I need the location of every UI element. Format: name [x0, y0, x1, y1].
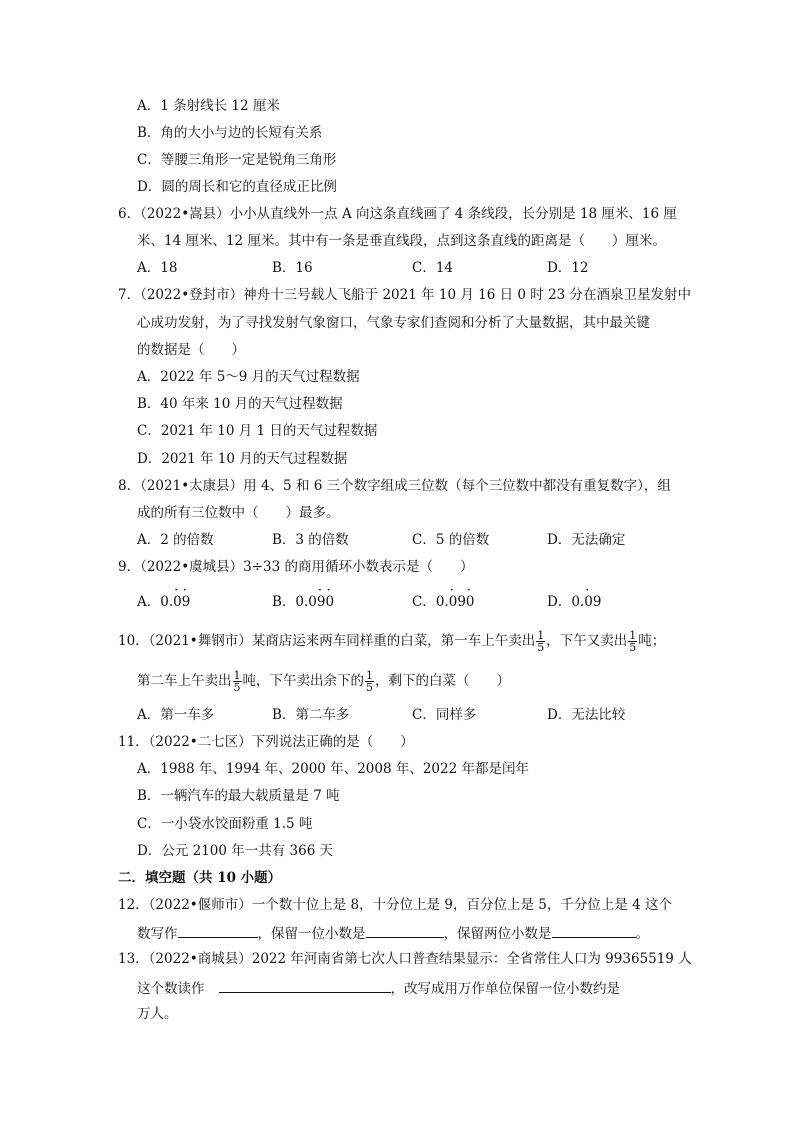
- q10-stem-line2: [137, 670, 510, 693]
- q10-option-c: C．同样多: [412, 707, 477, 723]
- q9-d-suffix: 9: [592, 594, 602, 610]
- fraction-denominator: 5: [537, 641, 545, 654]
- q12-stem-line1: 12．（2022•偃师市）一个数十位上是 8，十分位上是 9，百分位上是 5，千分位上是 4 这个: [118, 897, 673, 913]
- q9-b-repeat-start: · 9: [317, 593, 326, 611]
- q5-option-d: D．圆的周长和它的直径成正比例: [137, 179, 337, 195]
- section-heading-fill-in: 二．填空题（共 10 小题）: [118, 870, 282, 886]
- q6-option-a: A．18: [137, 260, 178, 276]
- fraction-one-fifth: [628, 630, 637, 653]
- q7-option-a: A．2022 年 5～9 月的天气过程数据: [137, 369, 360, 385]
- q9-b-prefix: B．0.0: [272, 594, 317, 610]
- q8-option-c: C．5 的倍数: [412, 532, 490, 548]
- q5-option-c: C．等腰三角形一定是锐角三角形: [137, 152, 337, 168]
- q9-d-repeat-digit: · 0: [584, 593, 593, 611]
- q8-option-d: D．无法确定: [547, 532, 626, 548]
- q6-stem-line1: 6．（2022•嵩县）小小从直线外一点 A 向这条直线画了 4 条线段，长分别是 18 厘米、16 厘: [118, 206, 677, 222]
- q9-a-repeat-start: · 0: [173, 593, 182, 611]
- q7-stem-line2: 心成功发射，为了寻找发射气象窗口，气象专家们查阅和分析了大量数据，其中最关键: [137, 315, 650, 331]
- q12-label-one-decimal: ，保留一位小数是: [257, 926, 366, 942]
- fraction-one-fifth: [365, 670, 374, 693]
- fraction-one-fifth: [233, 670, 242, 693]
- q10-line1-part3: 吨；: [638, 633, 666, 649]
- q11-stem: 11．（2022•二七区）下列说法正确的是（ ）: [118, 734, 414, 750]
- q8-stem-line1: 8．（2021•太康县）用 4、5 和 6 三个数字组成三位数（每个三位数中都没有重复数字），组: [118, 478, 671, 494]
- fraction-denominator: 5: [233, 681, 241, 694]
- fraction-one-fifth: [536, 630, 545, 653]
- q13-stem-line2: [137, 978, 620, 998]
- q12-stem-line2: [137, 923, 649, 943]
- q10-line1-part2: ，下午又卖出: [546, 633, 628, 649]
- q10-option-b: B．第二车多: [272, 707, 350, 723]
- q13-stem-line1: 13．（2022•商城县）2022 年河南省第七次人口普查结果显示：全省常住人口为 99365519 人: [118, 951, 692, 967]
- q11-option-c: C．一小袋水饺面粉重 1.5 吨: [137, 816, 313, 832]
- fraction-numerator: 1: [537, 629, 545, 642]
- q10-stem-line1: [118, 630, 665, 653]
- q10-line1-part1: 10．（2021•舞钢市）某商店运来两车同样重的白菜，第一车上午卖出: [118, 633, 536, 649]
- q9-stem: 9．（2022•虞城县）3÷33 的商用循环小数表示是（ ）: [118, 559, 474, 575]
- q11-option-a: A．1988 年、1994 年、2000 年、2008 年、2022 年都是闰年: [137, 761, 529, 777]
- q10-line2-part1: 第二车上午卖出: [137, 673, 232, 689]
- q9-option-d: [547, 593, 601, 611]
- q13-label-rewrite: ，改写成用万作单位保留一位小数约是: [390, 981, 620, 997]
- q13-label-read: 这个数读作: [137, 981, 205, 997]
- q9-a-repeat-end: · 9: [182, 593, 191, 611]
- q12-end-mark: 。: [635, 926, 649, 942]
- q13-blank-read[interactable]: [219, 978, 391, 993]
- q5-option-b: B．角的大小与边的长短有关系: [137, 125, 323, 141]
- q9-c-middle: 9: [457, 594, 466, 610]
- q6-option-c: C．14: [412, 260, 454, 276]
- q7-stem-line1: 7．（2022•登封市）神舟十三号载人飞船于 2021 年 10 月 16 日 0 时 23 分在酒泉卫星发射中: [118, 287, 692, 303]
- q10-line2-part3: ，剩下的白菜（ ）: [375, 673, 510, 689]
- q12-label-two-decimal: ，保留两位小数是: [443, 926, 552, 942]
- q6-option-b: B．16: [272, 260, 313, 276]
- q8-stem-line2: 成的所有三位数中（ ）最多。: [137, 505, 340, 521]
- fraction-numerator: 1: [233, 669, 241, 682]
- q9-c-repeat-end: · 0: [466, 593, 475, 611]
- q13-stem-line3: 万人。: [137, 1006, 178, 1022]
- q9-c-prefix: C．0.: [412, 594, 449, 610]
- q8-option-a: A．2 的倍数: [137, 532, 214, 548]
- q11-option-d: D．公元 2100 年一共有 366 天: [137, 843, 334, 859]
- q9-option-b: [272, 593, 334, 611]
- q10-option-a: A．第一车多: [137, 707, 215, 723]
- q9-b-repeat-end: · 0: [325, 593, 334, 611]
- fraction-denominator: 5: [366, 681, 373, 694]
- q12-blank-one-decimal[interactable]: [366, 923, 444, 938]
- q12-label-written: 数写作: [137, 926, 178, 942]
- q11-option-b: B．一辆汽车的最大载质量是 7 吨: [137, 788, 340, 804]
- q9-d-prefix: D．0.: [547, 594, 585, 610]
- q6-option-d: D．12: [547, 260, 589, 276]
- q9-option-c: [412, 593, 475, 611]
- fraction-numerator: 1: [366, 669, 373, 682]
- q7-stem-line3: 的数据是（ ）: [137, 342, 245, 358]
- q9-c-repeat-start: · 0: [449, 593, 458, 611]
- q12-blank-two-decimal[interactable]: [552, 923, 636, 938]
- fraction-numerator: 1: [629, 629, 637, 642]
- q7-option-c: C．2021 年 10 月 1 日的天气过程数据: [137, 423, 378, 439]
- q10-line2-part2: 吨，下午卖出余下的: [242, 673, 364, 689]
- q7-option-b: B．40 年来 10 月的天气过程数据: [137, 396, 343, 412]
- q6-stem-line2: 米、14 厘米、12 厘米。其中有一条是垂直线段，点到这条直线的距离是（ ）厘米。: [137, 233, 666, 249]
- q9-option-a: [137, 593, 190, 611]
- q10-option-d: D．无法比较: [547, 707, 626, 723]
- q5-option-a: A．1 条射线长 12 厘米: [137, 98, 280, 114]
- fraction-denominator: 5: [629, 641, 637, 654]
- q8-option-b: B．3 的倍数: [272, 532, 349, 548]
- q7-option-d: D．2021 年 10 月的天气过程数据: [137, 451, 348, 467]
- q12-blank-written[interactable]: [178, 923, 258, 938]
- q9-a-prefix: A．0.: [137, 594, 174, 610]
